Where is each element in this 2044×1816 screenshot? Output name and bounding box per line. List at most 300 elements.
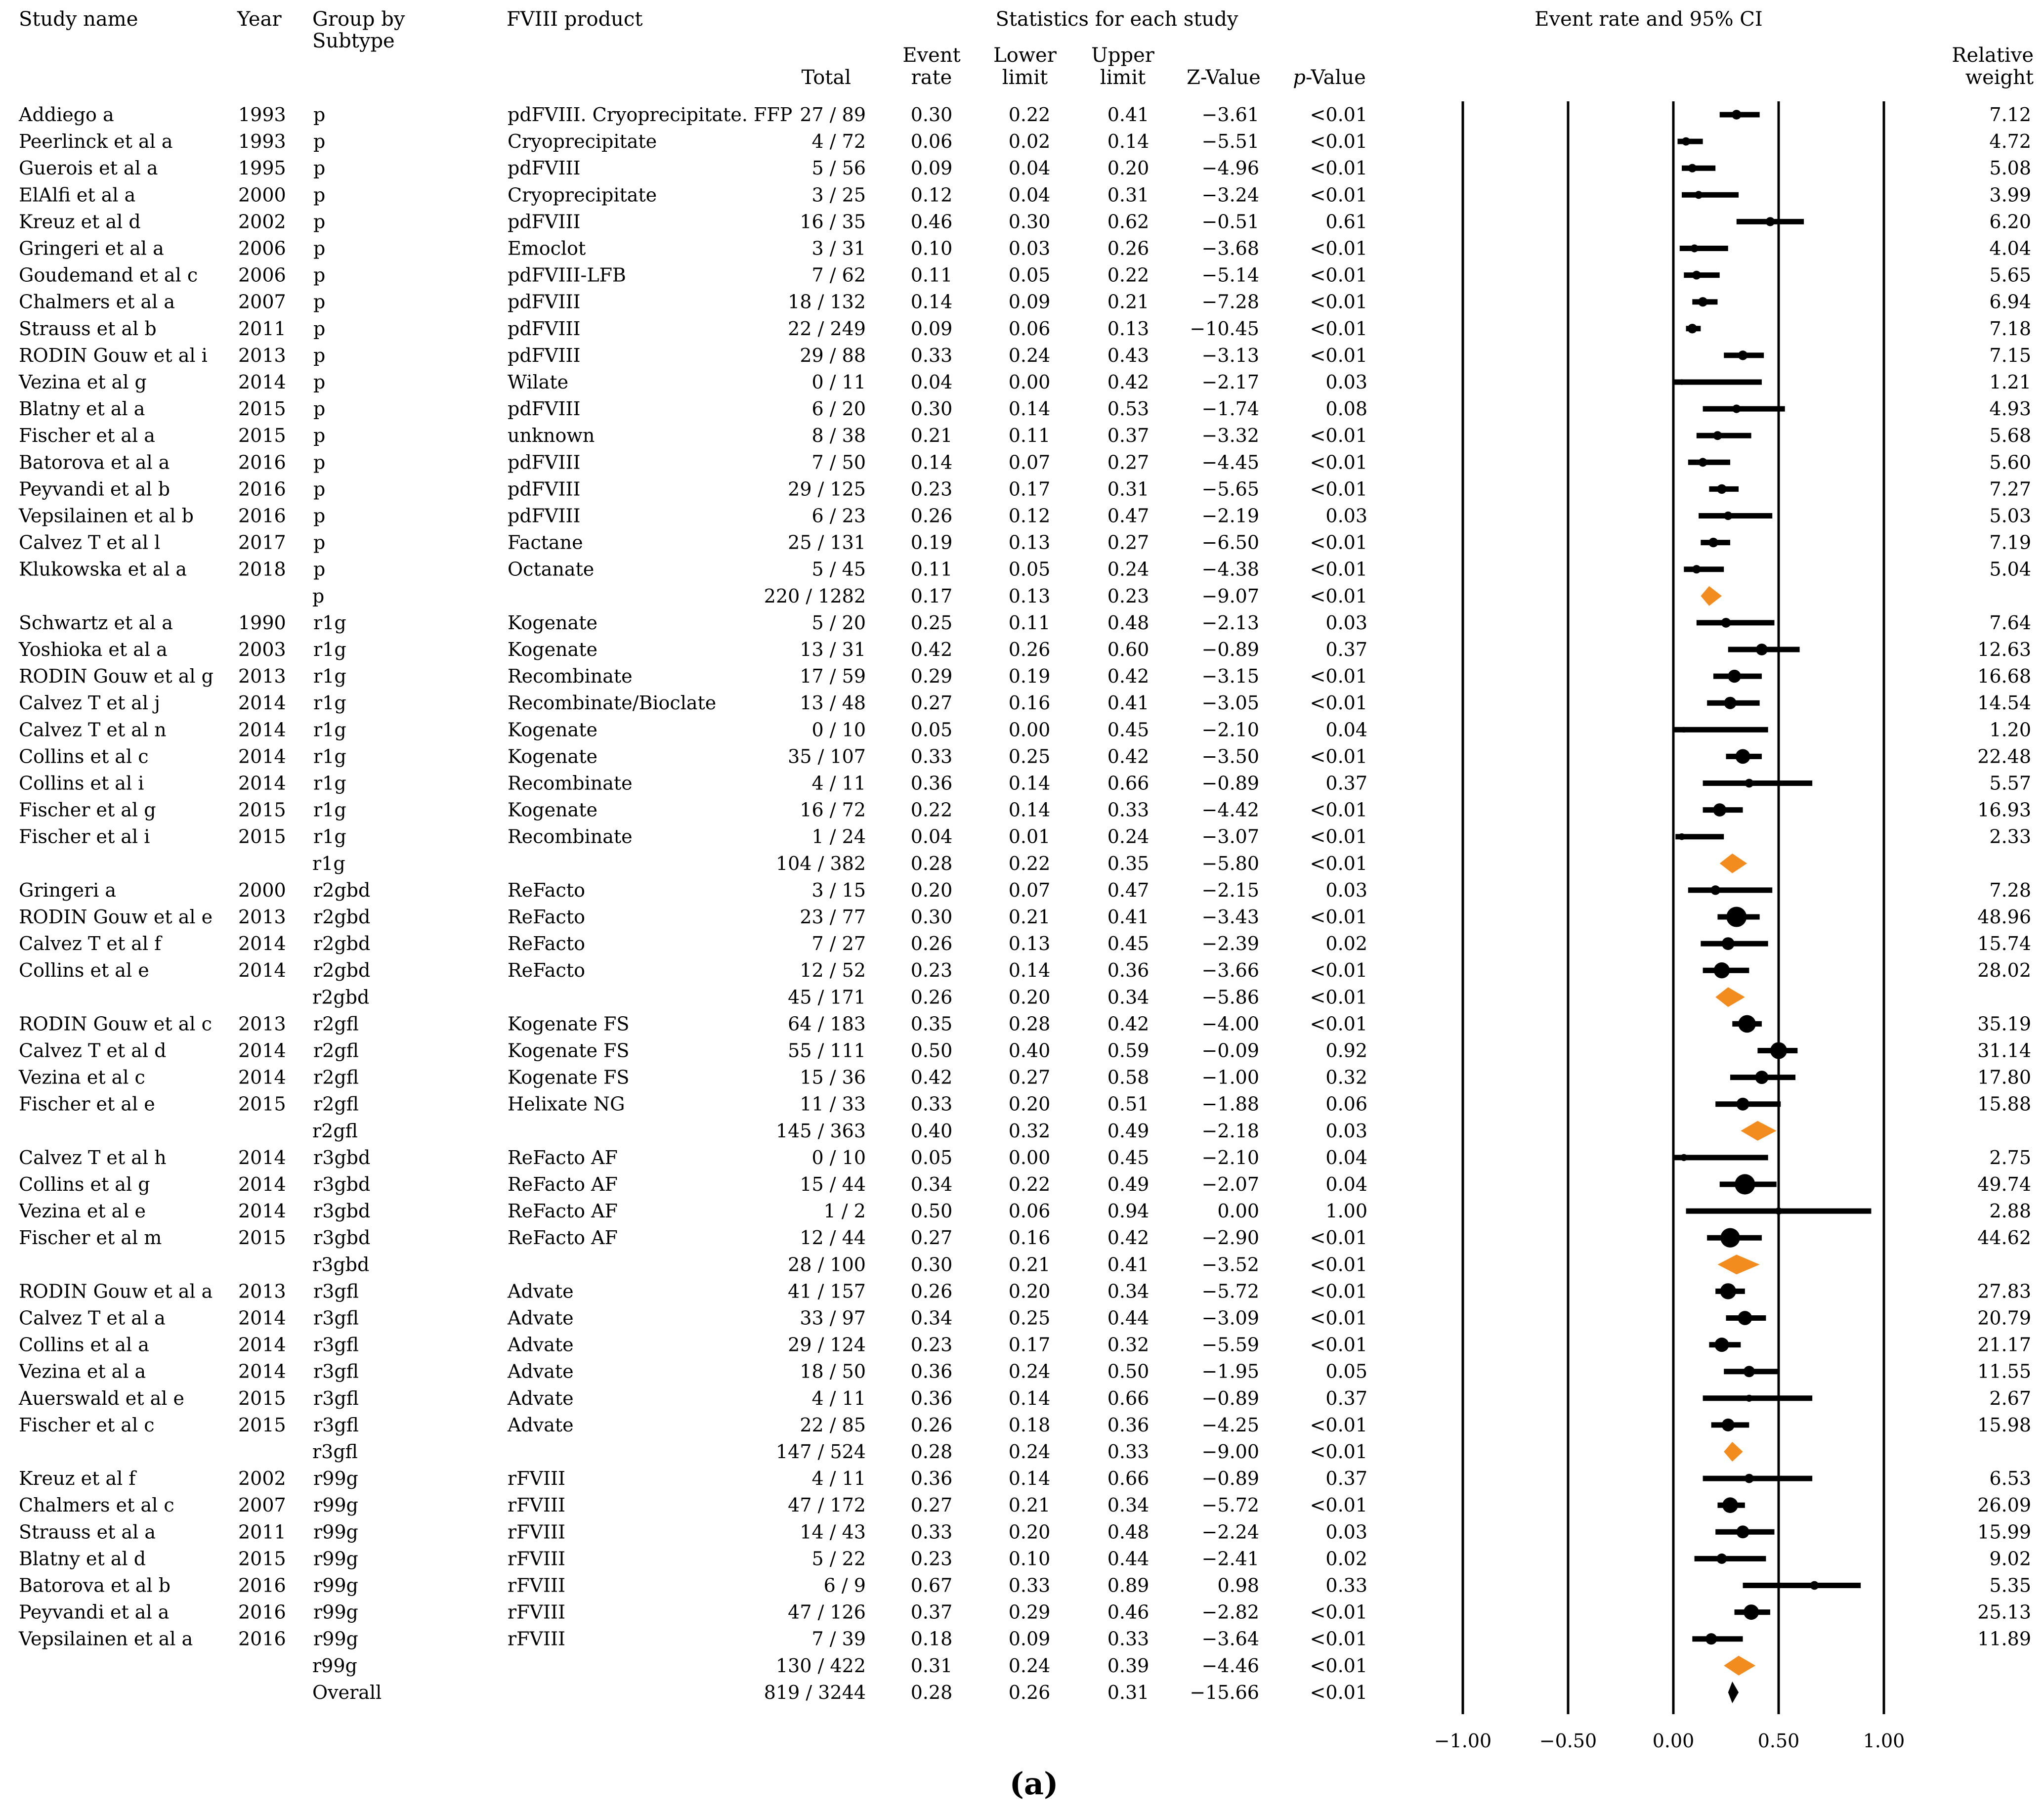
cell-product: Kogenate [508, 719, 597, 741]
cell-total: 41 / 157 [788, 1280, 866, 1302]
cell-upper-limit: 0.46 [1107, 1601, 1150, 1623]
cell-z-value: −1.00 [1201, 1066, 1259, 1088]
cell-p-value: 0.03 [1325, 879, 1367, 901]
point-estimate-marker [1713, 431, 1722, 440]
point-estimate-marker [1745, 1474, 1754, 1483]
cell-lower-limit: 0.18 [1008, 1414, 1051, 1436]
cell-relative-weight: 15.88 [1977, 1093, 2031, 1115]
point-estimate-marker [1735, 1174, 1755, 1194]
cell-relative-weight: 15.74 [1977, 933, 2031, 955]
cell-p-value: <0.01 [1310, 317, 1367, 340]
cell-product: pdFVIII [508, 478, 581, 500]
cell-z-value: −3.50 [1201, 745, 1259, 768]
cell-z-value: −0.89 [1201, 639, 1259, 660]
cell-lower-limit: 0.22 [1008, 1173, 1051, 1195]
cell-year: 2016 [238, 505, 286, 527]
cell-year: 2017 [238, 531, 286, 554]
cell-upper-limit: 0.21 [1107, 291, 1150, 313]
cell-event-rate: 0.40 [910, 1120, 953, 1142]
cell-study-name: Kreuz et al f [19, 1468, 136, 1490]
cell-p-value: <0.01 [1310, 237, 1367, 259]
cell-event-rate: 0.28 [910, 852, 953, 874]
cell-relative-weight: 7.15 [1989, 344, 2031, 366]
cell-event-rate: 0.33 [910, 1521, 953, 1543]
cell-total: 35 / 107 [788, 745, 866, 768]
cell-total: 27 / 89 [800, 104, 866, 126]
cell-event-rate: 0.36 [910, 1360, 953, 1383]
cell-study-name: Gringeri et al a [19, 237, 164, 259]
point-estimate-marker [1738, 350, 1747, 360]
cell-relative-weight: 22.48 [1977, 745, 2031, 768]
cell-upper-limit: 0.43 [1107, 344, 1150, 366]
cell-upper-limit: 0.35 [1107, 852, 1150, 874]
point-estimate-marker [1688, 164, 1697, 173]
cell-lower-limit: 0.24 [1008, 1654, 1051, 1677]
cell-group: r2gfl [313, 1013, 359, 1035]
cell-relative-weight: 4.72 [1989, 130, 2031, 153]
cell-lower-limit: 0.16 [1008, 1227, 1051, 1249]
cell-relative-weight: 6.53 [1989, 1468, 2031, 1490]
cell-year: 2014 [238, 1307, 286, 1329]
cell-z-value: −5.86 [1201, 986, 1259, 1008]
cell-p-value: <0.01 [1310, 1628, 1367, 1650]
cell-event-rate: 0.09 [910, 317, 953, 340]
cell-lower-limit: 0.16 [1008, 692, 1051, 714]
cell-study-name: Strauss et al b [19, 317, 157, 340]
cell-group: r3gbd [313, 1146, 371, 1168]
cell-product: pdFVIII [508, 451, 581, 474]
cell-year: 2003 [238, 639, 286, 660]
cell-event-rate: 0.11 [910, 264, 953, 286]
cell-event-rate: 0.18 [910, 1628, 953, 1650]
cell-event-rate: 0.19 [910, 531, 953, 554]
cell-p-value: 0.06 [1325, 1093, 1367, 1115]
cell-group: Overall [312, 1681, 382, 1703]
cell-event-rate: 0.42 [910, 1066, 953, 1088]
cell-year: 2015 [238, 1093, 286, 1115]
cell-upper-limit: 0.42 [1107, 371, 1150, 393]
cell-event-rate: 0.23 [910, 1548, 953, 1570]
cell-z-value: −1.95 [1201, 1360, 1259, 1383]
point-estimate-marker [1745, 779, 1753, 788]
cell-lower-limit: 0.21 [1008, 906, 1051, 928]
cell-relative-weight: 35.19 [1977, 1013, 2031, 1035]
cell-z-value: −2.39 [1201, 933, 1259, 955]
cell-event-rate: 0.23 [910, 478, 953, 500]
cell-total: 147 / 524 [775, 1441, 866, 1463]
cell-p-value: 0.04 [1325, 1173, 1367, 1195]
cell-p-value: <0.01 [1310, 1254, 1367, 1276]
cell-event-rate: 0.36 [910, 772, 953, 794]
cell-z-value: −2.18 [1201, 1120, 1259, 1142]
cell-p-value: 0.32 [1325, 1066, 1367, 1088]
cell-relative-weight: 17.80 [1977, 1066, 2031, 1088]
cell-lower-limit: 0.07 [1008, 879, 1051, 901]
cell-study-name: Vezina et al g [19, 371, 147, 393]
cell-lower-limit: 0.14 [1008, 1468, 1051, 1490]
cell-p-value: <0.01 [1310, 1280, 1367, 1302]
cell-relative-weight: 49.74 [1977, 1173, 2031, 1195]
cell-z-value: −3.68 [1201, 237, 1259, 259]
cell-event-rate: 0.35 [910, 1013, 953, 1035]
cell-relative-weight: 7.12 [1989, 104, 2031, 126]
cell-relative-weight: 11.89 [1977, 1628, 2031, 1650]
cell-p-value: <0.01 [1310, 1227, 1367, 1249]
cell-relative-weight: 6.94 [1989, 291, 2031, 313]
cell-group: r1g [312, 852, 345, 874]
cell-lower-limit: 0.26 [1008, 639, 1051, 660]
cell-year: 2000 [238, 184, 286, 206]
cell-lower-limit: 0.14 [1008, 1387, 1051, 1409]
cell-total: 12 / 52 [800, 959, 866, 982]
cell-year: 2015 [238, 825, 286, 848]
point-estimate-marker [1680, 1154, 1687, 1161]
cell-z-value: −4.45 [1201, 451, 1259, 474]
cell-upper-limit: 0.20 [1107, 157, 1150, 179]
cell-lower-limit: 0.13 [1008, 531, 1051, 554]
cell-relative-weight: 44.62 [1977, 1227, 2031, 1249]
cell-z-value: −1.88 [1201, 1093, 1259, 1115]
cell-total: 6 / 9 [823, 1574, 866, 1597]
cell-group: r1g [313, 639, 346, 660]
header-p-rest: -Value [1305, 66, 1366, 89]
cell-group: r2gbd [313, 933, 371, 955]
cell-z-value: −4.25 [1201, 1414, 1259, 1436]
cell-total: 47 / 172 [788, 1494, 866, 1516]
cell-upper-limit: 0.66 [1107, 1468, 1150, 1490]
cell-z-value: −2.10 [1201, 719, 1259, 741]
cell-group: r1g [313, 772, 346, 794]
cell-event-rate: 0.23 [910, 959, 953, 982]
study-row [19, 1280, 2031, 1302]
cell-group: r1g [313, 692, 346, 714]
x-tick-label: −0.50 [1539, 1730, 1597, 1752]
cell-event-rate: 0.17 [910, 585, 953, 607]
cell-group: r1g [313, 611, 346, 634]
cell-product: Advate [508, 1334, 574, 1356]
cell-p-value: <0.01 [1310, 745, 1367, 768]
cell-group: p [313, 211, 326, 233]
cell-upper-limit: 0.51 [1107, 1093, 1150, 1115]
cell-group: p [313, 264, 326, 286]
cell-group: r2gfl [313, 1093, 359, 1115]
cell-group: r99g [313, 1548, 358, 1570]
cell-total: 12 / 44 [800, 1227, 866, 1249]
cell-group: r2gfl [313, 1039, 359, 1062]
point-estimate-marker [1770, 1042, 1787, 1059]
cell-lower-limit: 0.01 [1008, 825, 1051, 848]
cell-group: r2gbd [312, 986, 370, 1008]
cell-group: r3gfl [313, 1387, 359, 1409]
cell-study-name: Kreuz et al d [19, 211, 141, 233]
cell-relative-weight: 31.14 [1977, 1039, 2031, 1062]
cell-upper-limit: 0.45 [1107, 719, 1150, 741]
cell-lower-limit: 0.29 [1008, 1601, 1051, 1623]
cell-upper-limit: 0.31 [1107, 478, 1150, 500]
cell-study-name: Goudemand et al c [19, 264, 198, 286]
cell-event-rate: 0.27 [910, 1227, 953, 1249]
cell-total: 1 / 24 [811, 825, 866, 848]
cell-p-value: <0.01 [1310, 425, 1367, 447]
cell-total: 3 / 15 [811, 879, 866, 901]
cell-total: 145 / 363 [775, 1120, 866, 1142]
header-upper-line1: Upper [1091, 44, 1154, 67]
cell-study-name: Calvez T et al a [19, 1307, 166, 1329]
cell-z-value: −5.51 [1201, 130, 1259, 153]
cell-lower-limit: 0.14 [1008, 398, 1051, 420]
cell-group: r1g [313, 719, 346, 741]
cell-upper-limit: 0.42 [1107, 1227, 1150, 1249]
cell-event-rate: 0.31 [910, 1654, 953, 1677]
cell-product: pdFVIII [508, 317, 581, 340]
cell-total: 6 / 20 [811, 398, 866, 420]
cell-p-value: <0.01 [1310, 1307, 1367, 1329]
cell-z-value: −2.10 [1201, 1146, 1259, 1168]
point-estimate-marker [1732, 110, 1741, 119]
cell-lower-limit: 0.09 [1008, 1628, 1051, 1650]
cell-product: rFVIII [508, 1548, 566, 1570]
cell-product: Recombinate [508, 825, 633, 848]
cell-upper-limit: 0.31 [1107, 184, 1150, 206]
cell-study-name: Peyvandi et al b [19, 478, 170, 500]
cell-product: Advate [508, 1387, 574, 1409]
cell-upper-limit: 0.36 [1107, 959, 1150, 982]
cell-relative-weight: 14.54 [1977, 692, 2031, 714]
cell-group: r2gfl [312, 1120, 358, 1142]
cell-p-value: 1.00 [1325, 1200, 1367, 1222]
cell-relative-weight: 11.55 [1977, 1360, 2031, 1383]
cell-group: r1g [313, 825, 346, 848]
cell-p-value: 0.03 [1325, 505, 1367, 527]
cell-product: Kogenate [508, 611, 597, 634]
cell-product: rFVIII [508, 1521, 566, 1543]
cell-total: 18 / 132 [788, 291, 866, 313]
cell-product: pdFVIII [508, 505, 581, 527]
cell-z-value: −0.51 [1201, 211, 1259, 233]
cell-total: 16 / 35 [800, 211, 866, 233]
point-estimate-marker [1722, 1497, 1738, 1513]
cell-product: ReFacto AF [508, 1200, 618, 1222]
cell-total: 5 / 20 [811, 611, 866, 634]
cell-year: 2015 [238, 1548, 286, 1570]
cell-study-name: Collins et al i [19, 772, 144, 794]
cell-year: 2015 [238, 1414, 286, 1436]
cell-product: unknown [508, 425, 595, 447]
cell-relative-weight: 27.83 [1977, 1280, 2031, 1302]
cell-upper-limit: 0.37 [1107, 425, 1150, 447]
cell-upper-limit: 0.34 [1107, 1494, 1150, 1516]
header-group-line2: Subtype [312, 30, 395, 52]
cell-year: 2000 [238, 879, 286, 901]
cell-group: r3gfl [313, 1414, 359, 1436]
cell-product: Recombinate [508, 665, 633, 688]
cell-z-value: −2.82 [1201, 1601, 1259, 1623]
cell-upper-limit: 0.36 [1107, 1414, 1150, 1436]
cell-p-value: <0.01 [1310, 852, 1367, 874]
cell-year: 1995 [238, 157, 286, 179]
cell-product: rFVIII [508, 1494, 566, 1516]
cell-p-value: <0.01 [1310, 799, 1367, 821]
cell-group: r3gfl [313, 1360, 359, 1383]
cell-p-value: 0.04 [1325, 1146, 1367, 1168]
cell-group: p [313, 130, 326, 153]
cell-upper-limit: 0.47 [1107, 505, 1150, 527]
point-estimate-marker [1726, 907, 1746, 927]
cell-total: 5 / 45 [811, 558, 866, 580]
cell-product: pdFVIII-LFB [508, 264, 626, 286]
cell-year: 2014 [238, 719, 286, 741]
point-estimate-marker [1732, 405, 1741, 413]
cell-lower-limit: 0.04 [1008, 157, 1051, 179]
cell-event-rate: 0.28 [910, 1681, 953, 1703]
cell-product: Factane [508, 531, 583, 554]
header-event-line2: rate [911, 66, 952, 89]
cell-lower-limit: 0.11 [1008, 611, 1051, 634]
cell-p-value: 0.02 [1325, 1548, 1367, 1570]
header-weight-line1: Relative [1952, 44, 2034, 67]
cell-study-name: Vezina et al c [19, 1066, 145, 1088]
cell-relative-weight: 4.93 [1989, 398, 2031, 420]
cell-relative-weight: 12.63 [1977, 639, 2031, 660]
cell-year: 2016 [238, 478, 286, 500]
cell-upper-limit: 0.34 [1107, 1280, 1150, 1302]
cell-event-rate: 0.21 [910, 425, 953, 447]
cell-upper-limit: 0.33 [1107, 1628, 1150, 1650]
cell-event-rate: 0.12 [910, 184, 953, 206]
cell-study-name: Auerswald et al e [19, 1387, 185, 1409]
cell-event-rate: 0.37 [910, 1601, 953, 1623]
point-estimate-marker [1711, 885, 1720, 895]
point-estimate-marker [1724, 697, 1737, 709]
cell-event-rate: 0.26 [910, 1414, 953, 1436]
point-estimate-marker [1692, 271, 1701, 280]
cell-p-value: <0.01 [1310, 451, 1367, 474]
cell-event-rate: 0.46 [910, 211, 953, 233]
cell-lower-limit: 0.05 [1008, 264, 1051, 286]
cell-group: p [313, 237, 326, 259]
cell-product: rFVIII [508, 1601, 566, 1623]
cell-lower-limit: 0.13 [1008, 933, 1051, 955]
header-upper-line2: limit [1100, 66, 1146, 89]
cell-group: r2gbd [313, 906, 371, 928]
cell-lower-limit: 0.13 [1008, 585, 1051, 607]
cell-study-name: RODIN Gouw et al a [19, 1280, 213, 1302]
header-product: FVIII product [507, 8, 643, 31]
cell-year: 2014 [238, 933, 286, 955]
cell-upper-limit: 0.41 [1107, 692, 1150, 714]
cell-product: Kogenate [508, 745, 597, 768]
cell-relative-weight: 2.33 [1989, 825, 2031, 848]
cell-event-rate: 0.33 [910, 344, 953, 366]
cell-relative-weight: 5.35 [1989, 1574, 2031, 1597]
cell-z-value: −2.19 [1201, 505, 1259, 527]
cell-z-value: −3.66 [1201, 959, 1259, 982]
point-estimate-marker [1737, 1098, 1749, 1111]
cell-lower-limit: 0.25 [1008, 1307, 1051, 1329]
cell-p-value: 0.08 [1325, 398, 1367, 420]
cell-lower-limit: 0.00 [1008, 1146, 1051, 1168]
cell-upper-limit: 0.42 [1107, 665, 1150, 688]
cell-z-value: −3.24 [1201, 184, 1259, 206]
cell-study-name: Vezina et al e [19, 1200, 146, 1222]
cell-lower-limit: 0.02 [1008, 130, 1051, 153]
cell-z-value: −3.43 [1201, 906, 1259, 928]
cell-lower-limit: 0.20 [1008, 1093, 1051, 1115]
cell-year: 2013 [238, 1013, 286, 1035]
cell-z-value: −3.07 [1201, 825, 1259, 848]
cell-product: pdFVIII [508, 344, 581, 366]
cell-study-name: Fischer et al g [19, 799, 156, 821]
cell-year: 2013 [238, 665, 286, 688]
cell-lower-limit: 0.24 [1008, 344, 1051, 366]
cell-upper-limit: 0.44 [1107, 1307, 1150, 1329]
cell-year: 2014 [238, 1334, 286, 1356]
cell-group: p [313, 291, 326, 313]
cell-year: 2013 [238, 906, 286, 928]
cell-group: r3gfl [312, 1441, 358, 1463]
cell-relative-weight: 5.57 [1989, 772, 2031, 794]
cell-study-name: Calvez T et al n [19, 719, 167, 741]
cell-lower-limit: 0.22 [1008, 852, 1051, 874]
cell-z-value: −5.80 [1201, 852, 1259, 874]
cell-p-value: 0.03 [1325, 371, 1367, 393]
cell-relative-weight: 15.98 [1977, 1414, 2031, 1436]
point-estimate-marker [1678, 833, 1685, 840]
cell-study-name: RODIN Gouw et al e [19, 906, 213, 928]
cell-year: 1990 [238, 611, 286, 634]
cell-z-value: −4.96 [1201, 157, 1259, 179]
point-estimate-marker [1722, 937, 1735, 950]
cell-p-value: <0.01 [1310, 104, 1367, 126]
cell-study-name: RODIN Gouw et al g [19, 665, 213, 688]
point-estimate-marker [1714, 962, 1730, 978]
cell-group: p [313, 344, 326, 366]
cell-event-rate: 0.26 [910, 505, 953, 527]
point-estimate-marker [1810, 1581, 1819, 1590]
cell-lower-limit: 0.26 [1008, 1681, 1051, 1703]
cell-relative-weight: 5.60 [1989, 451, 2031, 474]
point-estimate-marker [1766, 217, 1775, 226]
cell-lower-limit: 0.25 [1008, 745, 1051, 768]
cell-event-rate: 0.09 [910, 157, 953, 179]
cell-group: r2gfl [313, 1066, 359, 1088]
cell-total: 0 / 10 [811, 1146, 866, 1168]
cell-group: p [313, 451, 326, 474]
cell-z-value: −4.46 [1201, 1654, 1259, 1677]
cell-study-name: Collins et al e [19, 959, 149, 982]
cell-relative-weight: 16.68 [1977, 665, 2031, 688]
cell-product: ReFacto AF [508, 1227, 618, 1249]
cell-year: 2014 [238, 692, 286, 714]
cell-upper-limit: 0.45 [1107, 933, 1150, 955]
cell-lower-limit: 0.14 [1008, 959, 1051, 982]
point-estimate-marker [1695, 191, 1703, 199]
cell-event-rate: 0.30 [910, 906, 953, 928]
cell-year: 2015 [238, 1387, 286, 1409]
cell-product: ReFacto [508, 959, 585, 982]
cell-product: Helixate NG [508, 1093, 625, 1115]
cell-relative-weight: 2.67 [1989, 1387, 2031, 1409]
cell-group: r3gbd [313, 1227, 371, 1249]
cell-lower-limit: 0.28 [1008, 1013, 1051, 1035]
cell-p-value: <0.01 [1310, 1334, 1367, 1356]
cell-p-value: <0.01 [1310, 585, 1367, 607]
cell-lower-limit: 0.03 [1008, 237, 1051, 259]
cell-event-rate: 0.36 [910, 1387, 953, 1409]
cell-year: 2006 [238, 264, 286, 286]
cell-z-value: −5.14 [1201, 264, 1259, 286]
cell-total: 29 / 125 [788, 478, 866, 500]
